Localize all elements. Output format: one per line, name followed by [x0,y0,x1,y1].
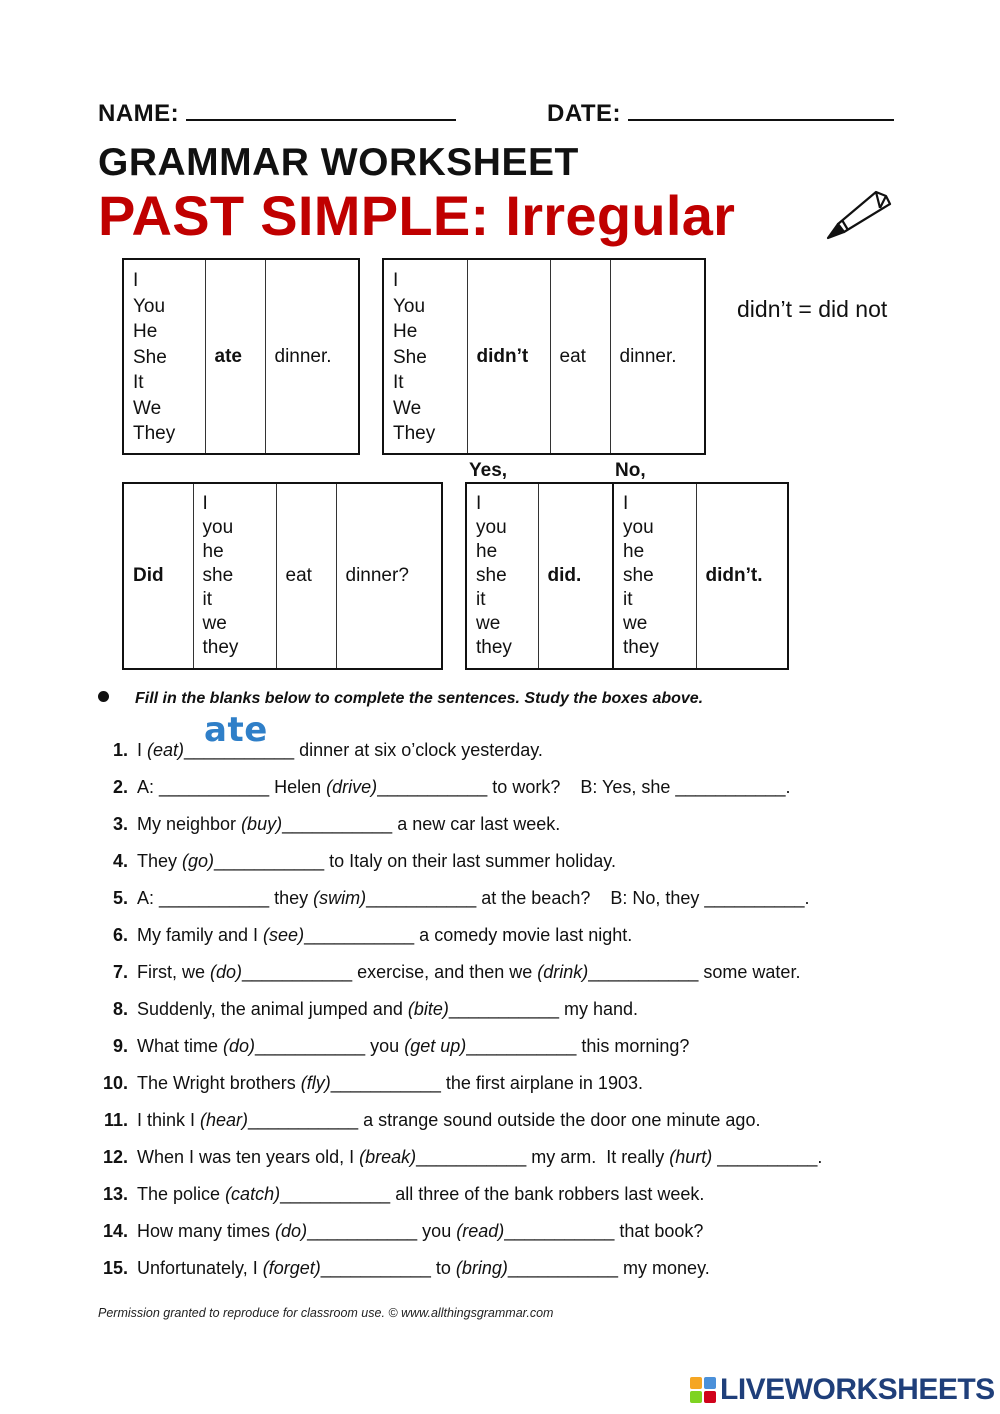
object-cell: dinner. [265,259,359,454]
exercise-item [96,922,956,959]
exercise-item [96,1033,956,1070]
object-cell: dinner? [336,483,442,669]
pronoun: You [133,295,166,317]
pronoun-list [383,259,467,454]
exercise-item [96,1218,956,1255]
exercise-item [96,774,956,811]
affirmative-box [122,258,360,455]
exercise-item [96,885,956,922]
pronoun: I [202,493,208,514]
exercise-number: 14. [102,1221,128,1241]
aux-cell: didn’t [467,259,550,454]
verb-cell: eat [550,259,610,454]
didnt-note: didn’t = did not [737,296,888,322]
liveworksheets-brand [690,1374,995,1406]
exercise-item [96,811,956,848]
name-line[interactable] [186,101,456,121]
exercise-number: 8. [112,999,128,1019]
exercise-number: 5. [112,888,128,908]
exercise-sentence[interactable]: When I was ten years old, I (break)___________ my arm. It really (hurt) __________. [137,1147,823,1167]
exercise-item [96,1107,956,1144]
exercise-sentence[interactable]: A: ___________ they (swim)___________ at the beach? B: No, they __________. [137,888,810,908]
exercise-number: 3. [112,814,128,834]
instruction [98,690,703,708]
pronoun: they [202,637,239,658]
exercise-sentence[interactable]: I (eat)___________ dinner at six o’clock yesterday. [137,740,543,760]
pronoun: they [476,637,512,658]
aux-cell: Did [123,483,193,669]
exercise-sentence[interactable]: Unfortunately, I (forget)___________ to (bring)___________ my money. [137,1258,710,1278]
pronoun-list [193,483,276,669]
exercise-number: 7. [112,962,128,982]
pronoun: We [393,397,422,419]
pronoun: you [623,517,654,538]
pronoun: he [623,541,645,562]
pronoun: She [133,346,167,368]
exercise-item [96,1070,956,1107]
pronoun: she [476,565,507,586]
pronoun: you [476,517,507,538]
no-label: No, [615,460,646,481]
name-field [98,100,456,128]
exercise-item [96,848,956,885]
pronoun-list [613,483,696,669]
answer-input[interactable]: ate [204,710,268,750]
exercise-sentence[interactable]: Suddenly, the animal jumped and (bite)___________ my hand. [137,999,639,1019]
exercise-item [96,1181,956,1218]
pronoun: We [133,397,162,419]
exercise-item [96,710,956,774]
object-cell: dinner. [610,259,705,454]
exercise-sentence[interactable]: What time (do)___________ you (get up)___________ this morning? [137,1036,690,1056]
exercise-number: 15. [102,1258,128,1278]
pronoun: I [393,270,399,291]
yes-answer-cell: did. [538,483,613,669]
exercise-sentence[interactable]: A: ___________ Helen (drive)___________ to work? B: Yes, she ___________. [137,777,791,797]
instruction-text: Fill in the blanks below to complete the sentences. Study the boxes above. [135,690,704,707]
pronoun: I [133,270,139,291]
exercise-item [96,1144,956,1181]
exercise-number: 4. [112,851,128,871]
pronoun: it [623,589,633,610]
no-answer-cell: didn’t. [696,483,788,669]
exercise-number: 9. [112,1036,128,1056]
pronoun: she [202,565,234,586]
bullet-icon [98,691,109,702]
date-label: DATE: [547,100,622,127]
pronoun-list [466,483,538,669]
pronoun: she [623,565,654,586]
pronoun: it [476,589,486,610]
pronoun: you [202,517,234,538]
pronoun: They [133,423,176,444]
pronoun: we [476,613,501,634]
exercise-number: 2. [112,777,128,797]
pronoun: he [202,541,224,562]
pronoun: It [133,372,144,393]
pencil-icon [826,186,896,244]
pronoun: You [393,295,426,317]
exercise-sentence[interactable]: How many times (do)___________ you (read)___________ that book? [137,1221,704,1241]
brand-text: LIVEWORKSHEETS [720,1373,995,1406]
exercise-sentence[interactable]: They (go)___________ to Italy on their last summer holiday. [137,851,616,871]
pronoun: they [623,637,659,658]
pronoun: I [623,493,629,514]
pronoun: It [393,372,404,393]
date-line[interactable] [628,101,894,121]
exercise-sentence[interactable]: The police (catch)___________ all three of the bank robbers last week. [137,1184,705,1204]
pronoun: I [476,493,482,514]
pronoun: He [133,321,158,342]
exercise-number: 12. [102,1147,128,1167]
pronoun: She [393,346,427,368]
pronoun: He [393,321,418,342]
verb-cell: eat [276,483,336,669]
negative-box [382,258,706,455]
pronoun: we [202,613,227,634]
exercise-sentence[interactable]: My neighbor (buy)___________ a new car last week. [137,814,561,834]
pronoun: we [623,613,648,634]
date-field [547,100,894,128]
exercise-number: 6. [112,925,128,945]
exercise-item [96,996,956,1033]
copyright-footer: Permission granted to reproduce for classroom use. © www.allthingsgrammar.com [98,1306,554,1320]
liveworksheets-logo-icon [690,1377,716,1403]
short-answer-box [465,482,789,670]
question-box [122,482,443,670]
exercise-number: 10. [102,1073,128,1093]
exercise-item [96,1255,956,1292]
exercise-item [96,959,956,996]
pronoun-list [123,259,205,454]
verb-cell: ate [205,259,265,454]
exercise-list [96,710,956,1292]
exercise-number: 13. [102,1184,128,1204]
pronoun: They [393,423,436,444]
exercise-number: 11. [103,1110,128,1130]
exercise-sentence[interactable]: I think I (hear)___________ a strange sound outside the door one minute ago. [137,1110,761,1130]
exercise-sentence[interactable]: My family and I (see)___________ a comedy movie last night. [137,925,633,945]
pronoun: it [202,589,212,610]
exercise-sentence[interactable]: The Wright brothers (fly)___________ the first airplane in 1903. [137,1073,643,1093]
name-label: NAME: [98,100,180,127]
worksheet-title: GRAMMAR WORKSHEET [98,141,579,184]
worksheet-subtitle: PAST SIMPLE: Irregular [98,184,736,247]
yes-label: Yes, [469,460,508,481]
exercise-number: 1. [112,740,128,760]
pronoun: he [476,541,498,562]
exercise-sentence[interactable]: First, we (do)___________ exercise, and then we (drink)___________ some water. [137,962,801,982]
